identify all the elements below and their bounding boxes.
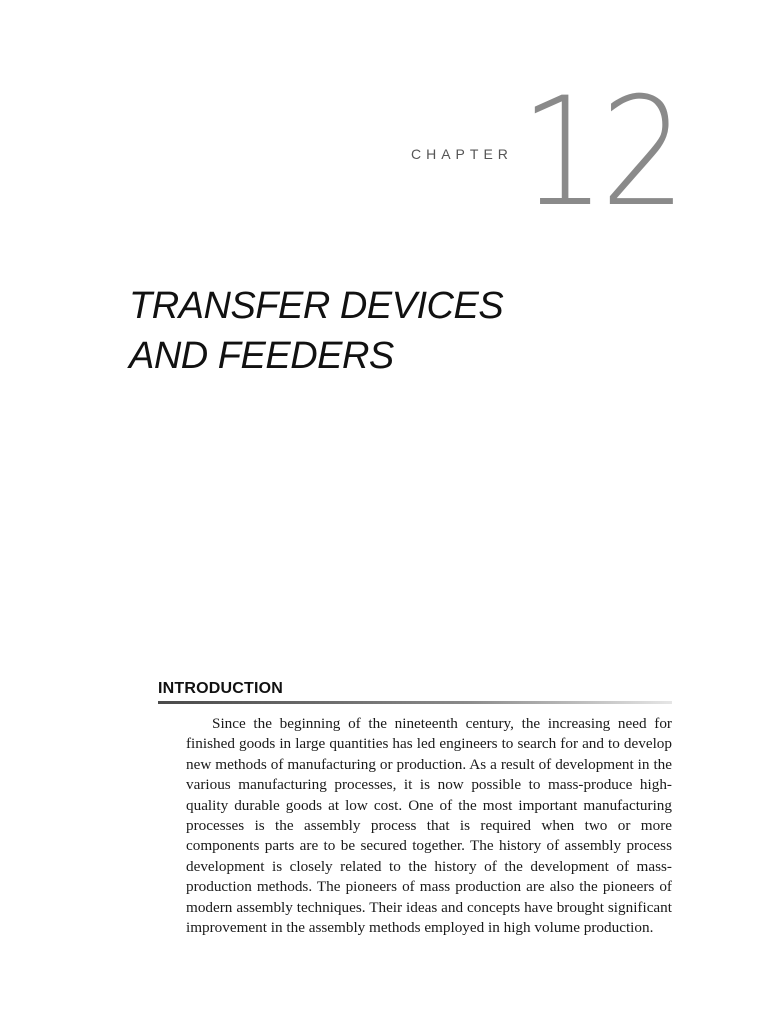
introduction-paragraph: Since the beginning of the nineteenth century, the increasing need for finished goods in large quantities has led engineers to search for and to develop new methods of manufacturing or production. As a result of development in the various manufacturing processes, it is now possible to mass-produce high-quality durable goods at low cost. One of the most important manufacturing processes is the assembly process that is required when two or more components parts are to be secured together. The history of assembly process development is closely related to the history of the development of mass-production methods. The pioneers of mass production are also the pioneers of modern assembly techniques. Their ideas and concepts have brought significant improvement in the assembly methods employed in high volume production. bbox=[186, 715, 672, 937]
chapter-title-line-1: TRANSFER DEVICES bbox=[129, 285, 504, 327]
chapter-number: 12 bbox=[520, 66, 681, 240]
heading-rule bbox=[158, 701, 672, 704]
section-heading-introduction: INTRODUCTION bbox=[158, 680, 284, 697]
chapter-title bbox=[129, 281, 503, 381]
chapter-title-line-2: AND FEEDERS bbox=[129, 335, 394, 377]
chapter-label: CHAPTER bbox=[411, 146, 513, 162]
